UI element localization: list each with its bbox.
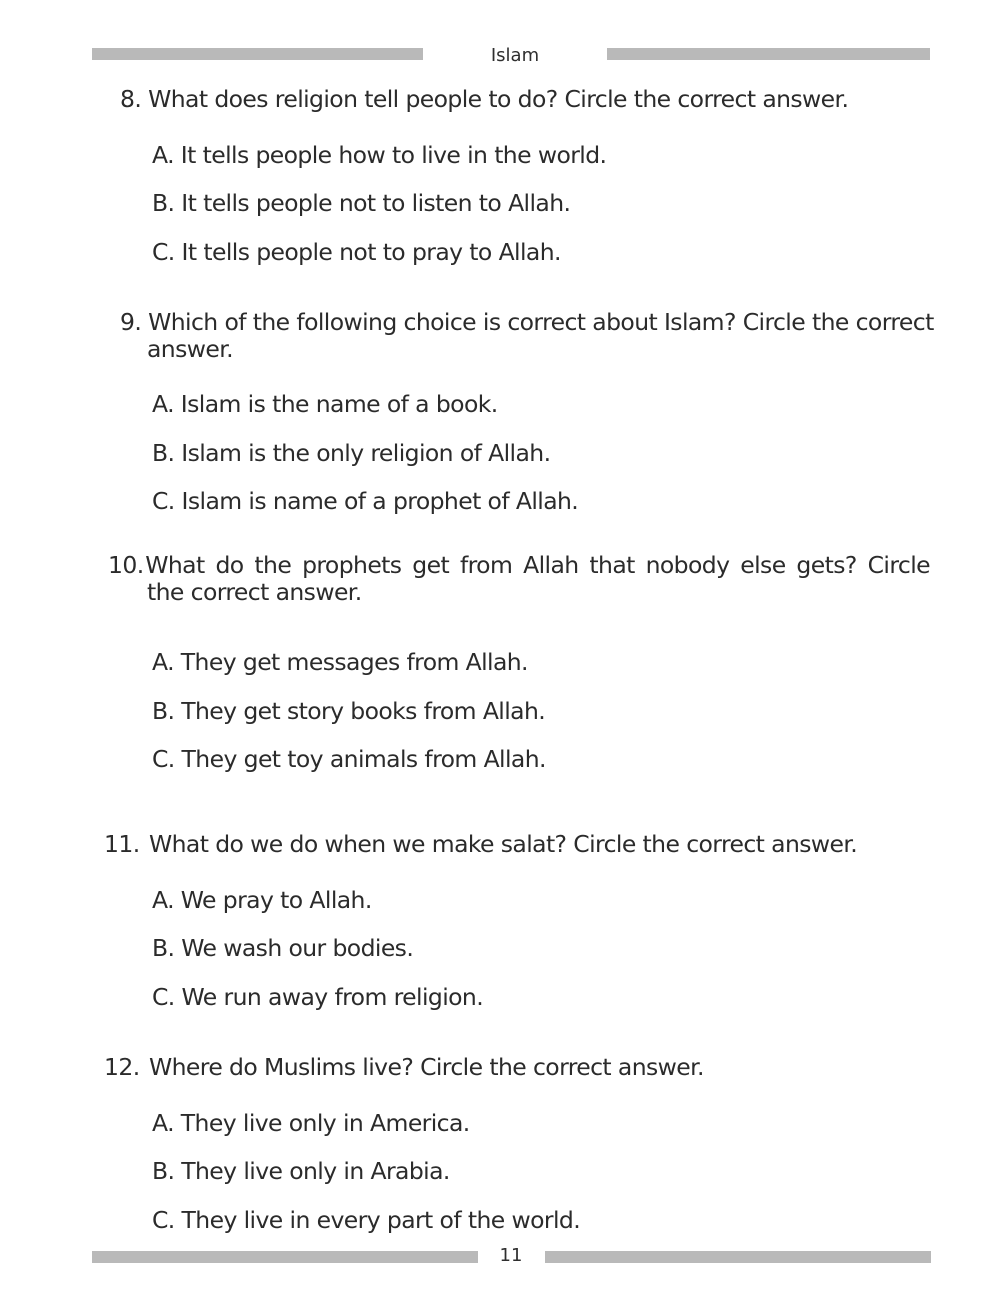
question-10-continued: the correct answer. <box>147 578 362 606</box>
option-10c: C. They get toy animals from Allah. <box>152 745 546 773</box>
question-number: 8. <box>120 85 142 113</box>
question-9-continued: answer. <box>147 335 233 363</box>
question-number: 11. <box>104 830 140 858</box>
option-8a: A. It tells people how to live in the world. <box>152 141 607 169</box>
header-rule-left <box>92 48 423 60</box>
question-text: What does religion tell people to do? Circle the correct answer. <box>148 85 849 113</box>
option-11a: A. We pray to Allah. <box>152 886 372 914</box>
option-8b: B. It tells people not to listen to Allah. <box>152 189 571 217</box>
question-text-line1: Which of the following choice is correct about Islam? Circle the correct <box>148 308 934 336</box>
question-11 <box>104 831 857 858</box>
option-9a: A. Islam is the name of a book. <box>152 390 498 418</box>
option-10b: B. They get story books from Allah. <box>152 697 546 725</box>
question-number: 12. <box>104 1053 140 1081</box>
option-12a: A. They live only in America. <box>152 1109 470 1137</box>
option-8c: C. It tells people not to pray to Allah. <box>152 238 561 266</box>
running-header-title: Islam <box>490 45 540 66</box>
option-11b: B. We wash our bodies. <box>152 934 414 962</box>
page-number: 11 <box>499 1245 523 1266</box>
question-9 <box>120 309 934 336</box>
header-rule-right <box>607 48 930 60</box>
question-8 <box>120 86 848 113</box>
question-number: 9. <box>120 308 142 336</box>
option-11c: C. We run away from religion. <box>152 983 484 1011</box>
question-text: Where do Muslims live? Circle the correct answer. <box>149 1053 704 1081</box>
question-10 <box>108 552 930 579</box>
option-9c: C. Islam is name of a prophet of Allah. <box>152 487 579 515</box>
footer-rule-left <box>92 1251 478 1263</box>
question-number: 10. <box>108 551 144 579</box>
option-9b: B. Islam is the only religion of Allah. <box>152 439 551 467</box>
option-12b: B. They live only in Arabia. <box>152 1157 450 1185</box>
question-12 <box>104 1054 704 1081</box>
option-10a: A. They get messages from Allah. <box>152 648 528 676</box>
question-text: What do we do when we make salat? Circle the correct answer. <box>149 830 858 858</box>
footer-rule-right <box>545 1251 931 1263</box>
question-text-line1: What do the prophets get from Allah that nobody else gets? Circle <box>145 551 930 579</box>
option-12c: C. They live in every part of the world. <box>152 1206 581 1234</box>
